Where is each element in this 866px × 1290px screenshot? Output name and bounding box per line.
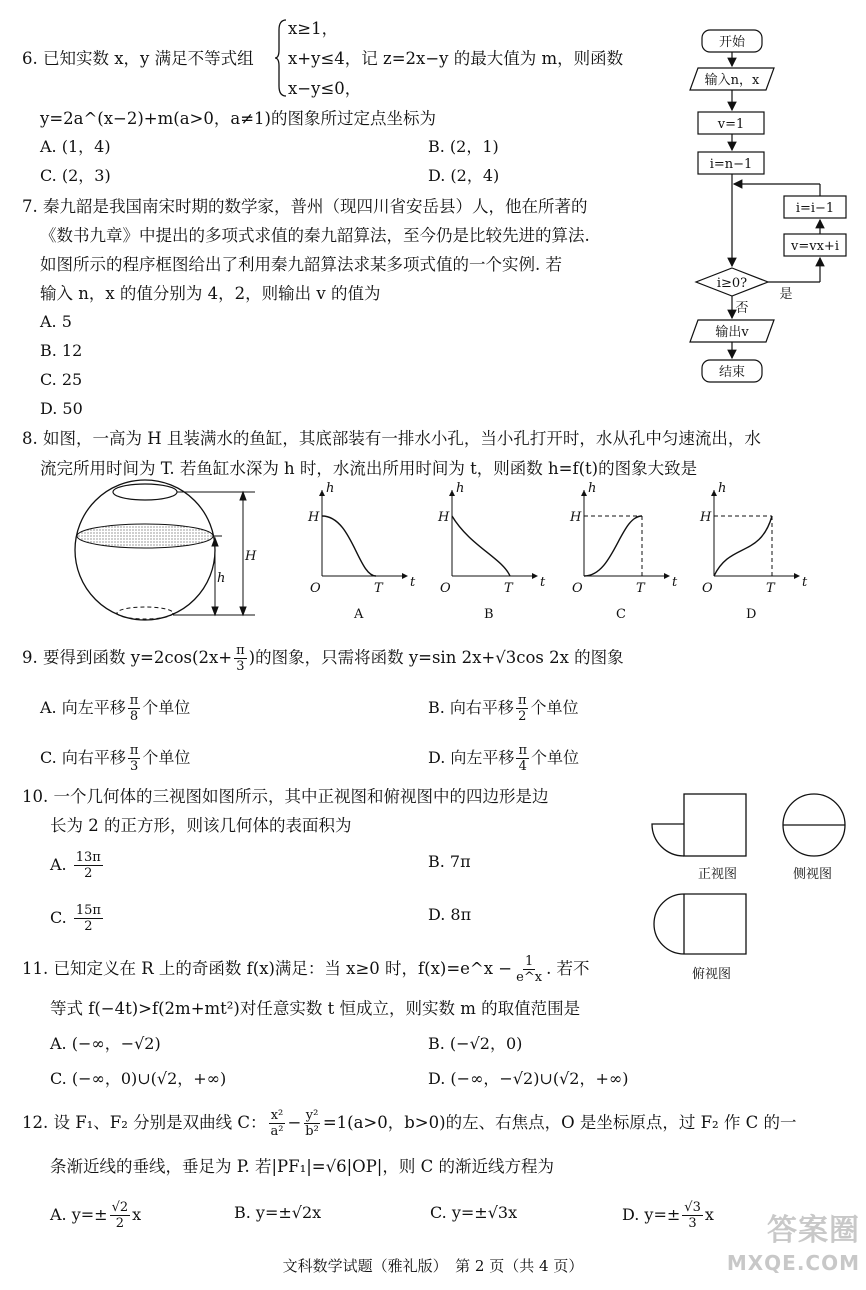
q10-option-a: A. $\frac{13\pi}{2}$	[50, 850, 101, 881]
q6-option-a: A. (1，4)	[40, 137, 111, 156]
top-view-label: 俯视图	[692, 967, 732, 982]
q7-stem-line4: 输入 n，x 的值分别为 4，2，则输出 v 的值为	[40, 284, 381, 303]
q6-brace	[274, 18, 288, 98]
q6-stem-line1: 6. 已知实数 x，y 满足不等式组	[22, 49, 254, 68]
q12-option-d: D. y=± $\frac{√3}{3}$ x	[622, 1200, 714, 1231]
graph-c-origin-label: O	[572, 581, 583, 596]
q7-option-c: C. 25	[40, 370, 83, 389]
q9-option-c: C. 向右平移 $\frac{\pi}{3}$ 个单位	[40, 743, 191, 774]
graph-d-h-label: h	[718, 481, 727, 496]
q7-option-a: A. 5	[40, 312, 72, 331]
top-view-shape	[654, 894, 746, 954]
flow-output-label: 输出v	[715, 325, 749, 340]
q8-graphs	[280, 482, 810, 627]
front-view-quarter-circle	[652, 824, 684, 856]
graph-b-T-label: T	[504, 581, 513, 596]
graph-b-label: B	[484, 607, 494, 622]
q12-option-b: B. y=±√2x	[234, 1203, 322, 1222]
q12-stem-line1: 12. 设 F₁、F₂ 分别是双曲线 C： $\frac{\text{x²}}{\text{a²}}$ − $\frac{\text{y²}}{\text{b²}}$ =1(a>0，b>0)的左、右焦点，O 是坐标原点，过 F₂ 作 C 的一	[22, 1108, 797, 1139]
graph-a-T-label: T	[374, 581, 383, 596]
graph-a-h-label: h	[326, 481, 335, 496]
graph-b-H-label: H	[438, 510, 450, 525]
q7-stem-line3: 如图所示的程序框图给出了利用秦九韶算法求某多项式值的一个实例. 若	[40, 255, 562, 274]
q12-option-c: C. y=±√3x	[430, 1203, 518, 1222]
watermark-logo: 答案圈 MXQE.COM	[726, 1213, 860, 1275]
graph-d-t-arrow	[794, 573, 800, 579]
q8-stem-line2: 流完所用时间为 T. 若鱼缸水深为 h 时，水流出所用时间为 t，则函数 h=f(t)的图象大致是	[40, 459, 698, 478]
graph-c-T-label: T	[636, 581, 645, 596]
flow-start-label: 开始	[718, 35, 746, 50]
graph-a-H-label: H	[308, 510, 320, 525]
flow-update-v-label: v=vx+i	[791, 239, 839, 254]
flow-vinit-label: v=1	[717, 117, 745, 132]
flow-iinit-label: i=n−1	[709, 157, 753, 172]
q11-option-d: D. (−∞，−√2)∪(√2，+∞)	[428, 1069, 629, 1088]
graph-c-t-label: t	[672, 575, 678, 590]
flow-end-label: 结束	[718, 365, 746, 380]
q11-option-b: B. (−√2，0)	[428, 1034, 523, 1053]
q11-option-a: A. (−∞，−√2)	[50, 1034, 161, 1053]
q9-option-d: D. 向左平移 $\frac{\pi}{4}$ 个单位	[428, 743, 579, 774]
graph-d-origin-label: O	[702, 581, 713, 596]
graph-a-t-arrow	[402, 573, 408, 579]
graph-c-h-arrow	[581, 490, 587, 496]
front-view-square	[684, 794, 746, 856]
graph-b-curve	[452, 516, 510, 576]
graph-c-t-arrow	[664, 573, 670, 579]
q10-option-b: B. 7π	[428, 852, 471, 871]
graph-d-label: D	[746, 607, 757, 622]
q12-stem-line2: 条渐近线的垂线，垂足为 P. 若|PF₁|=√6|OP|，则 C 的渐近线方程为	[50, 1157, 554, 1176]
q10-option-d: D. 8π	[428, 905, 472, 924]
q7-option-d: D. 50	[40, 399, 83, 418]
graph-a-t-label: t	[410, 575, 416, 590]
graph-b-t-arrow	[532, 573, 538, 579]
flow-update-i-label: i=i−1	[795, 201, 835, 216]
q10-option-c: C. $\frac{15\pi}{2}$	[50, 903, 101, 934]
graph-d-t-label: t	[802, 575, 808, 590]
graph-c-label: C	[616, 607, 626, 622]
q8-H-label: H	[245, 549, 257, 564]
flow-no-label: 否	[735, 301, 749, 316]
graph-b-h-arrow	[449, 490, 455, 496]
graph-d-curve	[714, 516, 772, 576]
graph-c-H-label: H	[570, 510, 582, 525]
q11-stem-line1: 11. 已知定义在 R 上的奇函数 f(x)满足：当 x≥0 时，f(x)=e^x − $\frac{1}{e\^{}x}$ . 若不	[22, 954, 590, 985]
graph-d-H-label: H	[700, 510, 712, 525]
q7-stem-line1: 7. 秦九韶是我国南宋时期的数学家，普州（现四川省安岳县）人，他在所著的	[22, 197, 588, 216]
graph-d-h-arrow	[711, 490, 717, 496]
q9-stem: 9. 要得到函数 y=2cos(2x+ $\frac{\pi}{3}$ )的图象，只需将函数 y=sin 2x+√3cos 2x 的图象	[22, 643, 624, 674]
q6-option-b: B. (2，1)	[428, 137, 499, 156]
q11-option-c: C. (−∞，0)∪(√2，+∞)	[50, 1069, 227, 1088]
flow-input-label: 输入n，x	[704, 73, 760, 88]
q12-option-a: A. y=± $\frac{√2}{2}$ x	[50, 1200, 142, 1231]
q6-system-line2: x+y≤4，记 z=2x−y 的最大值为 m，则函数	[288, 49, 624, 68]
side-view-label: 侧视图	[793, 867, 833, 882]
q8-h-label: h	[217, 571, 226, 586]
front-view-label: 正视图	[698, 867, 738, 882]
q6-option-d: D. (2，4)	[428, 166, 500, 185]
graph-c-h-label: h	[588, 481, 597, 496]
q6-system-line3: x−y≤0，	[288, 79, 362, 98]
flowchart	[680, 24, 860, 394]
q7-stem-line2: 《数书九章》中提出的多项式求值的秦九韶算法，至今仍是比较先进的算法.	[40, 226, 590, 245]
page-footer: 文科数学试题（雅礼版） 第 2 页（共 4 页）	[282, 1257, 584, 1275]
q8-fishtank-figure	[60, 478, 275, 623]
q9-option-a: A. 向左平移 $\frac{\pi}{8}$ 个单位	[40, 693, 191, 724]
graph-c-curve	[584, 516, 642, 576]
q10-stem-line2: 长为 2 的正方形，则该几何体的表面积为	[50, 816, 352, 835]
q6-system-line1: x≥1，	[288, 19, 339, 38]
q8-stem-line1: 8. 如图，一高为 H 且装满水的鱼缸，其底部装有一排水小孔，当小孔打开时，水从孔中匀速流出，水	[22, 429, 761, 448]
q7-option-b: B. 12	[40, 341, 83, 360]
graph-b-h-label: h	[456, 481, 465, 496]
flow-decision-label: i≥0?	[716, 276, 748, 291]
graph-a-origin-label: O	[310, 581, 321, 596]
graph-b-origin-label: O	[440, 581, 451, 596]
q11-stem-line2: 等式 f(−4t)>f(2m+mt²)对任意实数 t 恒成立，则实数 m 的取值范围是	[50, 999, 581, 1018]
graph-a-h-arrow	[319, 490, 325, 496]
graph-d-T-label: T	[766, 581, 775, 596]
q9-option-b: B. 向右平移 $\frac{\pi}{2}$ 个单位	[428, 693, 579, 724]
graph-a-curve	[322, 516, 376, 576]
q6-option-c: C. (2，3)	[40, 166, 111, 185]
graph-a-label: A	[354, 607, 364, 622]
q10-three-views	[648, 790, 863, 990]
graph-b-t-label: t	[540, 575, 546, 590]
q10-stem-line1: 10. 一个几何体的三视图如图所示，其中正视图和俯视图中的四边形是边	[22, 787, 549, 806]
q6-stem-line2: y=2a^(x−2)+m(a>0，a≠1)的图象所过定点坐标为	[40, 109, 436, 128]
flow-yes-label: 是	[779, 287, 793, 302]
